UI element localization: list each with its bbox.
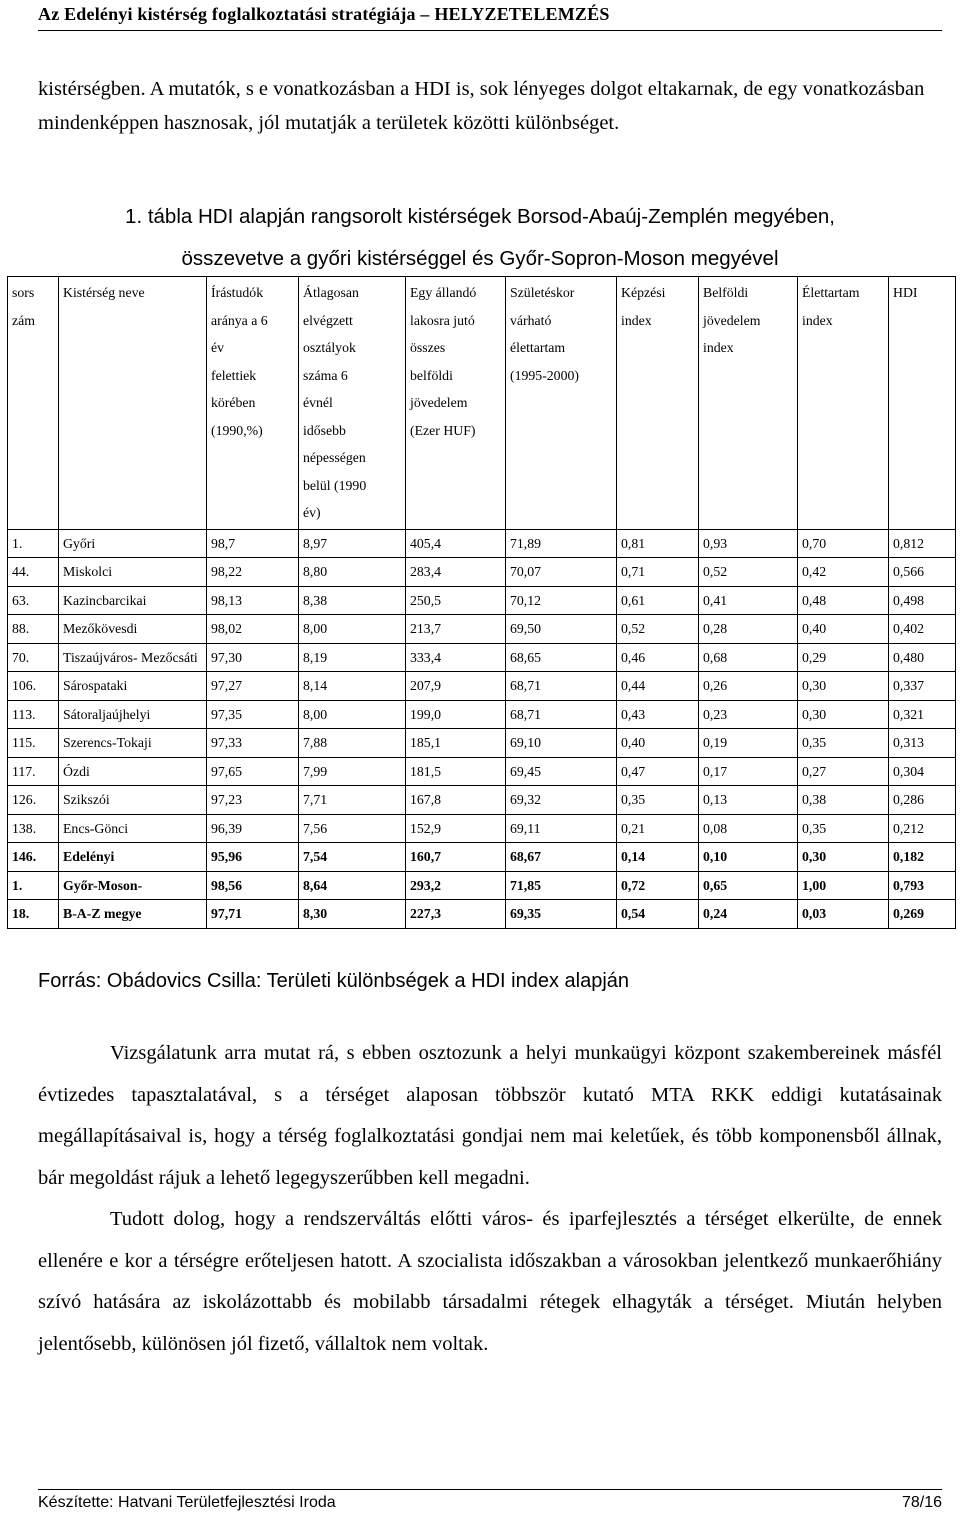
value-cell: 97,65 (207, 757, 299, 786)
column-header-line: Írástudók (211, 285, 264, 300)
value-cell: 98,7 (207, 529, 299, 558)
hdi-table (7, 276, 956, 929)
value-cell: 0,313 (889, 729, 956, 758)
value-cell: 0,17 (699, 757, 798, 786)
rank-cell: 1. (8, 871, 59, 900)
value-cell: 0,27 (798, 757, 889, 786)
value-cell: 97,33 (207, 729, 299, 758)
value-cell: 98,22 (207, 558, 299, 587)
rank-cell: 1. (8, 529, 59, 558)
value-cell: 0,52 (617, 615, 699, 644)
value-cell: 181,5 (406, 757, 506, 786)
column-header-line: belül (1990 (303, 477, 367, 493)
value-cell: 283,4 (406, 558, 506, 587)
column-header-line: Képzési (621, 285, 666, 300)
value-cell: 0,402 (889, 615, 956, 644)
column-header-line: száma 6 (303, 367, 348, 383)
region-name-cell: Encs-Gönci (59, 814, 207, 843)
value-cell: 0,24 (699, 900, 798, 929)
value-cell: 227,3 (406, 900, 506, 929)
value-cell: 0,286 (889, 786, 956, 815)
column-header-line: év (211, 340, 225, 355)
table-caption (0, 196, 960, 280)
column-header-line: Élettartam (802, 285, 860, 300)
value-cell: 0,81 (617, 529, 699, 558)
value-cell: 0,54 (617, 900, 699, 929)
value-cell: 0,13 (699, 786, 798, 815)
column-header-line: index (802, 312, 833, 328)
column-header-line: index (703, 340, 734, 355)
header-divider (38, 30, 942, 31)
value-cell: 0,212 (889, 814, 956, 843)
column-header (59, 277, 207, 530)
column-header-line: összes (410, 340, 446, 355)
value-cell: 71,85 (506, 871, 617, 900)
column-header-line: Egy állandó (410, 285, 477, 300)
caption-line-2: összevetve a győri kistérséggel és Győr-Sopron-Moson megyével (181, 247, 779, 270)
rank-cell: 70. (8, 643, 59, 672)
column-header-line: HDI (893, 285, 918, 300)
value-cell: 68,67 (506, 843, 617, 872)
table-row (8, 900, 956, 929)
table-row (8, 843, 956, 872)
column-header-line: év) (303, 505, 321, 520)
value-cell: 0,480 (889, 643, 956, 672)
value-cell: 7,56 (299, 814, 406, 843)
column-header-line: Átlagosan (303, 285, 359, 300)
caption-line-1: 1. tábla HDI alapján rangsorolt kistérségek Borsod-Abaúj-Zemplén megyében, (125, 205, 835, 228)
rank-cell: 88. (8, 615, 59, 644)
rank-cell: 117. (8, 757, 59, 786)
value-cell: 68,65 (506, 643, 617, 672)
value-cell: 8,00 (299, 700, 406, 729)
value-cell: 8,14 (299, 672, 406, 701)
column-header (406, 277, 506, 530)
value-cell: 7,71 (299, 786, 406, 815)
value-cell: 69,50 (506, 615, 617, 644)
region-name-cell: Győri (59, 529, 207, 558)
value-cell: 0,40 (617, 729, 699, 758)
value-cell: 0,23 (699, 700, 798, 729)
table-row (8, 700, 956, 729)
column-header (207, 277, 299, 530)
page-number: 78/16 (901, 1494, 942, 1511)
region-name-cell: Szikszói (59, 786, 207, 815)
value-cell: 405,4 (406, 529, 506, 558)
region-name-cell: Szerencs-Tokaji (59, 729, 207, 758)
region-name-cell: Sátoraljaújhelyi (59, 700, 207, 729)
value-cell: 0,08 (699, 814, 798, 843)
value-cell: 0,38 (798, 786, 889, 815)
table-row (8, 558, 956, 587)
page-footer (38, 1494, 942, 1512)
region-name-cell: Sárospataki (59, 672, 207, 701)
value-cell: 0,269 (889, 900, 956, 929)
column-header (798, 277, 889, 530)
value-cell: 0,21 (617, 814, 699, 843)
value-cell: 8,00 (299, 615, 406, 644)
value-cell: 98,02 (207, 615, 299, 644)
value-cell: 8,80 (299, 558, 406, 587)
value-cell: 0,14 (617, 843, 699, 872)
page-header-title: Az Edelényi kistérség foglalkoztatási stratégiája – HELYZETELEMZÉS (38, 4, 610, 24)
footer-author: Készítette: Hatvani Területfejlesztési Iroda (38, 1494, 336, 1511)
body-paragraph-2: Tudott dolog, hogy a rendszerváltás előtti város- és iparfejlesztés a térséget elkerülte, de ennek ellenére e kor a térségre erőteljesen hatott. A szocialista időszakban a városokban jelentkező munkaerőhiány szívó hatására az iskolázottabb és mobilabb társadalmi rétegek elhagyták a térséget. Miután helyben jelentősebb, különösen jól fizető, vállaltok nem voltak. (38, 1208, 942, 1355)
column-header-line: aránya a 6 (211, 312, 268, 328)
value-cell: 8,64 (299, 871, 406, 900)
value-cell: 0,03 (798, 900, 889, 929)
value-cell: 0,29 (798, 643, 889, 672)
value-cell: 98,13 (207, 586, 299, 615)
table-row (8, 729, 956, 758)
column-header-line: jövedelem (410, 395, 468, 410)
table-row (8, 786, 956, 815)
value-cell: 250,5 (406, 586, 506, 615)
value-cell: 0,40 (798, 615, 889, 644)
value-cell: 0,35 (798, 729, 889, 758)
value-cell: 0,35 (798, 814, 889, 843)
value-cell: 0,61 (617, 586, 699, 615)
column-header (506, 277, 617, 530)
column-header-line: jövedelem (703, 312, 761, 328)
rank-cell: 106. (8, 672, 59, 701)
column-header (299, 277, 406, 530)
column-header-line: Születéskor (510, 285, 575, 300)
column-header-line: (1990,%) (211, 422, 263, 438)
value-cell: 0,566 (889, 558, 956, 587)
region-name-cell: Kazincbarcikai (59, 586, 207, 615)
value-cell: 0,337 (889, 672, 956, 701)
value-cell: 0,93 (699, 529, 798, 558)
value-cell: 0,65 (699, 871, 798, 900)
value-cell: 95,96 (207, 843, 299, 872)
column-header-line: elvégzett (303, 312, 353, 328)
column-header-line: Belföldi (703, 285, 749, 300)
value-cell: 0,72 (617, 871, 699, 900)
value-cell: 71,89 (506, 529, 617, 558)
rank-cell: 126. (8, 786, 59, 815)
body-text (38, 1033, 942, 1365)
column-header (699, 277, 798, 530)
value-cell: 207,9 (406, 672, 506, 701)
value-cell: 293,2 (406, 871, 506, 900)
value-cell: 0,30 (798, 672, 889, 701)
value-cell: 0,44 (617, 672, 699, 701)
column-header-line: élettartam (510, 340, 566, 355)
value-cell: 0,10 (699, 843, 798, 872)
value-cell: 97,30 (207, 643, 299, 672)
region-name-cell: Edelényi (59, 843, 207, 872)
value-cell: 0,793 (889, 871, 956, 900)
value-cell: 69,32 (506, 786, 617, 815)
column-header-line: lakosra jutó (410, 312, 475, 328)
value-cell: 0,43 (617, 700, 699, 729)
intro-paragraph: kistérségben. A mutatók, s e vonatkozásban a HDI is, sok lényeges dolgot eltakarnak, de egy vonatkozásban mindenképpen hasznosak, jól mutatják a területek közötti különbséget. (38, 78, 925, 134)
table-row (8, 586, 956, 615)
value-cell: 7,88 (299, 729, 406, 758)
column-header-line: idősebb (303, 422, 346, 438)
footer-divider (38, 1489, 942, 1490)
value-cell: 96,39 (207, 814, 299, 843)
rank-cell: 63. (8, 586, 59, 615)
region-name-cell: B-A-Z megye (59, 900, 207, 929)
value-cell: 0,71 (617, 558, 699, 587)
value-cell: 70,12 (506, 586, 617, 615)
column-header-line: index (621, 312, 652, 328)
column-header-line: évnél (303, 395, 333, 410)
region-name-cell: Győr-Moson- (59, 871, 207, 900)
value-cell: 0,30 (798, 843, 889, 872)
column-header-line: felettiek (211, 367, 257, 383)
column-header-line: körében (211, 395, 256, 410)
body-paragraph-1: Vizsgálatunk arra mutat rá, s ebben osztozunk a helyi munkaügyi központ szakembereinek másfél évtizedes tapasztalatával, s a térséget alaposan többször kutató MTA RKK eddigi kutatásainak megállapításaival is, hogy a térség foglalkoztatási gondjai nem mai keletűek, és több komponensből állnak, bár megoldást rájuk a lehető legegyszerűbben kell megadni. (38, 1042, 942, 1189)
value-cell: 185,1 (406, 729, 506, 758)
value-cell: 97,23 (207, 786, 299, 815)
value-cell: 0,498 (889, 586, 956, 615)
region-name-cell: Tiszaújváros- Mezőcsáti (59, 643, 207, 672)
region-name-cell: Mezőkövesdi (59, 615, 207, 644)
rank-cell: 44. (8, 558, 59, 587)
value-cell: 97,27 (207, 672, 299, 701)
rank-cell: 115. (8, 729, 59, 758)
value-cell: 0,41 (699, 586, 798, 615)
value-cell: 0,42 (798, 558, 889, 587)
value-cell: 98,56 (207, 871, 299, 900)
table-row (8, 871, 956, 900)
value-cell: 68,71 (506, 700, 617, 729)
value-cell: 7,99 (299, 757, 406, 786)
value-cell: 68,71 (506, 672, 617, 701)
column-header-line: osztályok (303, 340, 356, 355)
table-row (8, 615, 956, 644)
value-cell: 0,26 (699, 672, 798, 701)
column-header-line: Kistérség neve (63, 285, 145, 300)
table-row (8, 529, 956, 558)
table-row (8, 643, 956, 672)
value-cell: 0,182 (889, 843, 956, 872)
column-header (889, 277, 956, 530)
value-cell: 152,9 (406, 814, 506, 843)
rank-cell: 146. (8, 843, 59, 872)
value-cell: 8,38 (299, 586, 406, 615)
rank-cell: 113. (8, 700, 59, 729)
rank-cell: 138. (8, 814, 59, 843)
region-name-cell: Miskolci (59, 558, 207, 587)
table-row (8, 814, 956, 843)
value-cell: 1,00 (798, 871, 889, 900)
column-header (617, 277, 699, 530)
table-header-row (8, 277, 956, 530)
value-cell: 69,45 (506, 757, 617, 786)
value-cell: 160,7 (406, 843, 506, 872)
value-cell: 0,812 (889, 529, 956, 558)
value-cell: 0,48 (798, 586, 889, 615)
column-header-line: (1995-2000) (510, 367, 579, 383)
value-cell: 333,4 (406, 643, 506, 672)
value-cell: 0,68 (699, 643, 798, 672)
value-cell: 8,97 (299, 529, 406, 558)
value-cell: 69,11 (506, 814, 617, 843)
value-cell: 199,0 (406, 700, 506, 729)
region-name-cell: Ózdi (59, 757, 207, 786)
value-cell: 0,30 (798, 700, 889, 729)
table-body (8, 529, 956, 928)
value-cell: 0,52 (699, 558, 798, 587)
table-row (8, 672, 956, 701)
value-cell: 7,54 (299, 843, 406, 872)
value-cell: 0,47 (617, 757, 699, 786)
rank-cell: 18. (8, 900, 59, 929)
source-note: Forrás: Obádovics Csilla: Területi különbségek a HDI index alapján (38, 970, 630, 992)
value-cell: 97,35 (207, 700, 299, 729)
value-cell: 213,7 (406, 615, 506, 644)
column-header-line: zám (12, 312, 35, 328)
value-cell: 167,8 (406, 786, 506, 815)
value-cell: 0,28 (699, 615, 798, 644)
value-cell: 8,30 (299, 900, 406, 929)
value-cell: 0,304 (889, 757, 956, 786)
value-cell: 69,35 (506, 900, 617, 929)
value-cell: 0,321 (889, 700, 956, 729)
value-cell: 0,46 (617, 643, 699, 672)
column-header (8, 277, 59, 530)
value-cell: 8,19 (299, 643, 406, 672)
column-header-line: (Ezer HUF) (410, 422, 476, 438)
value-cell: 0,70 (798, 529, 889, 558)
column-header-line: belföldi (410, 367, 453, 383)
table-row (8, 757, 956, 786)
column-header-line: sors (12, 285, 35, 300)
value-cell: 97,71 (207, 900, 299, 929)
value-cell: 0,35 (617, 786, 699, 815)
value-cell: 0,19 (699, 729, 798, 758)
column-header-line: népességen (303, 450, 366, 465)
column-header-line: várható (510, 312, 552, 328)
value-cell: 70,07 (506, 558, 617, 587)
value-cell: 69,10 (506, 729, 617, 758)
